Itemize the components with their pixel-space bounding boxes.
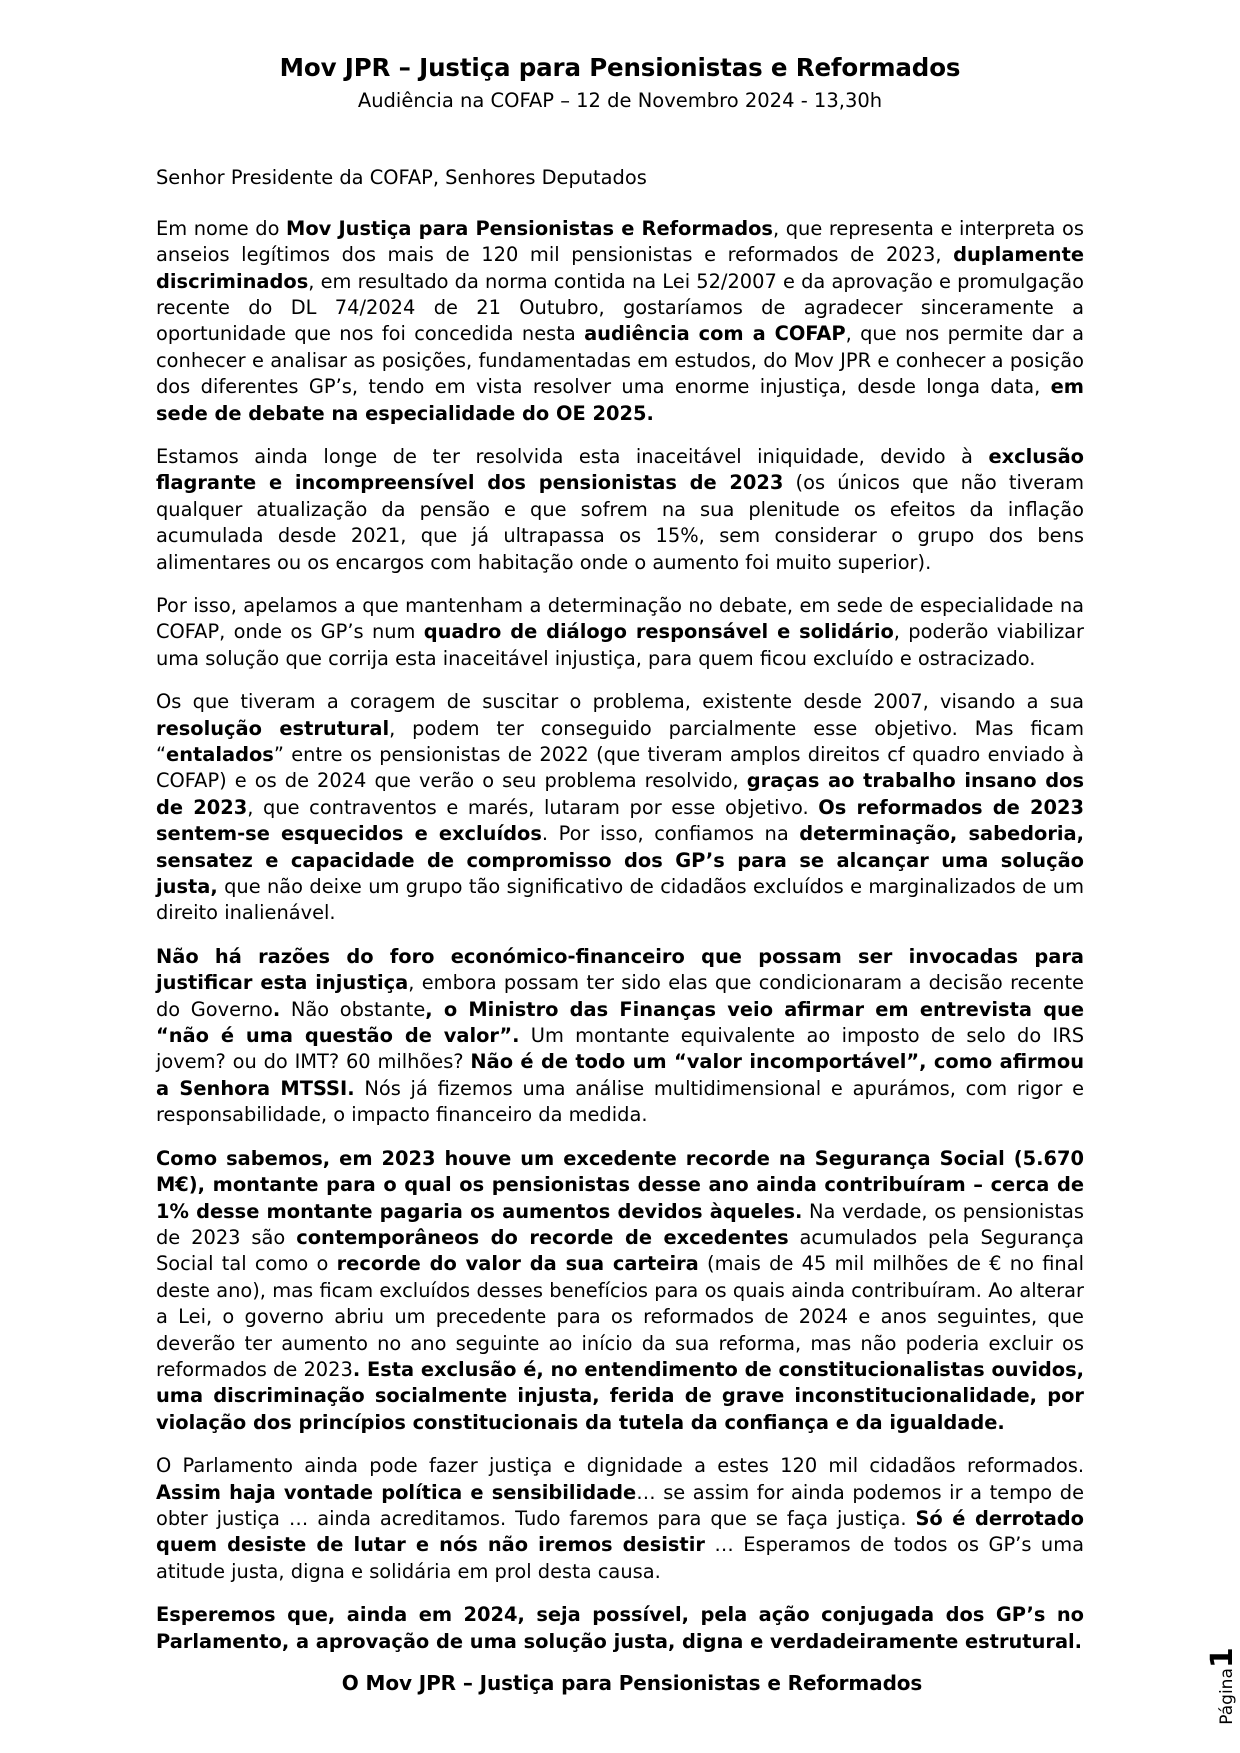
bold-run: duplamente discriminados <box>156 243 1084 293</box>
text-run: (mais de 45 mil milhões de € no final deste ano), mas ficam excluídos desses benefícios para os quais ainda contribuíram. Ao alterar a Lei, o governo abriu um precedente para os reformados de 2024 e anos seguintes, que deverão ter aumento no ano seguinte ao início da sua reforma, mas não poderia excluir os reformados de 2023 <box>156 1252 1084 1381</box>
text-run: O Parlamento ainda pode fazer justiça e dignidade a estes 120 mil cidadãos reformados. <box>156 1454 1084 1478</box>
page-number-rotated <box>1204 1647 1240 1725</box>
bold-run: , o Ministro das Finanças veio afirmar em entrevista que “não é uma questão de valor”. <box>156 997 1084 1048</box>
page-number-block <box>1184 1647 1240 1725</box>
paragraph-8 <box>156 1602 1084 1655</box>
bold-run: Os reformados de 2023 sentem-se esquecidos e excluídos <box>156 795 1084 846</box>
text-run: … Esperamos de todos os GP’s uma atitude justa, digna e solidária em prol desta causa. <box>156 1533 1084 1583</box>
text-run: (os únicos que não tiveram qualquer atualização da pensão e que sofrem na sua plenitude os efeitos da inflação acumulada desde 2021, que já ultrapassa os 15%, sem considerar o grupo dos bens alimentares ou os encargos com habitação onde o aumento foi muito superior). <box>156 471 1084 574</box>
page-number-value: 1 <box>1204 1647 1240 1669</box>
bold-run: graças ao trabalho insano dos de 2023 <box>156 769 1084 819</box>
bold-run: entalados <box>166 743 274 766</box>
bold-run: em sede de debate na especialidade do OE 2025. <box>156 375 1084 425</box>
text-run: Em nome do <box>156 216 287 240</box>
bold-run: . Esta exclusão é, no entendimento de constitucionalistas ouvidos, uma discriminação socialmente injusta, ferida de grave inconstitucionalidade, por violação dos princípios constitucionais da tutela da confiança e da igualdade. <box>156 1357 1084 1434</box>
text-run: ” entre os pensionistas de 2022 (que tiveram amplos direitos cf quadro enviado à COFAP) e os de 2024 que verão o seu problema resolvido, <box>156 743 1084 793</box>
paragraph-7 <box>156 1453 1084 1585</box>
bold-run: resolução estrutural <box>156 716 390 740</box>
text-run: , que contraventos e marés, lutaram por esse objetivo. <box>247 795 819 819</box>
text-run: Na verdade, os pensionistas de 2023 são <box>156 1199 1085 1249</box>
bold-run: contemporâneos do recorde de excedentes <box>296 1225 789 1249</box>
bold-run: Como sabemos, em 2023 houve um excedente recorde na Segurança Social (5.670 M€), montante para o qual os pensionistas desse ano ainda contribuíram – cerca de 1% desse montante pagaria os aumentos devidos àqueles. <box>156 1146 1084 1223</box>
bold-run: Mov Justiça para Pensionistas e Reformados <box>286 216 773 240</box>
bold-run: determinação, sabedoria, sensatez e capacidade de compromisso dos GP’s para se alcançar uma solução justa, <box>156 822 1084 899</box>
bold-run: . <box>272 997 281 1021</box>
bold-run: audiência com a COFAP <box>584 322 846 346</box>
salutation-line: Senhor Presidente da COFAP, Senhores Deputados <box>156 166 647 190</box>
text-run: Não obstante <box>280 997 426 1021</box>
bold-run: Só é derrotado quem desiste de lutar e nós não iremos desistir <box>156 1506 1084 1557</box>
paragraph-2 <box>156 444 1084 576</box>
page-label: Página <box>1216 1668 1237 1725</box>
text-run: , em resultado da norma contida na Lei 52/2007 e da aprovação e promulgação recente do DL 74/2024 de 21 Outubro, gostaríamos de agradecer sinceramente a oportunidade que nos foi concedida nesta <box>156 269 1084 346</box>
text-run: Os que tiveram a coragem de suscitar o problema, existente desde 2007, visando a sua <box>156 690 1084 714</box>
text-run: que não deixe um grupo tão significativo de cidadãos excluídos e marginalizados de um direito inalienável. <box>156 875 1084 925</box>
page-subtitle: Audiência na COFAP – 12 de Novembro 2024 - 13,30h <box>357 88 883 112</box>
paragraph-1 <box>156 216 1084 427</box>
text-run: Estamos ainda longe de ter resolvida esta inaceitável iniquidade, devido à <box>156 444 989 468</box>
paragraph-6 <box>156 1146 1084 1436</box>
text-run: , poderão viabilizar uma solução que corrija esta inaceitável injustiça, para quem ficou excluído e ostracizado. <box>156 620 1084 670</box>
text-run: , embora possam ter sido elas que condicionaram a decisão recente do Governo <box>156 971 1084 1021</box>
footer-signature: O Mov JPR – Justiça para Pensionistas e Reformados <box>341 1671 923 1695</box>
text-run: Por isso, apelamos a que mantenham a determinação no debate, em sede de especialidade na COFAP, onde os GP’s num <box>156 593 1084 644</box>
text-run: . Por isso, confiamos na <box>541 822 800 846</box>
text-run: Nós já fizemos uma análise multidimensional e apurámos, com rigor e responsabilidade, o impacto financeiro da medida. <box>156 1076 1084 1127</box>
text-run: acumulados pela Segurança Social tal como o <box>156 1225 1084 1276</box>
bold-run: Assim haja vontade política e sensibilidade <box>156 1480 637 1504</box>
text-run: , podem ter conseguido parcialmente esse objetivo. Mas ficam “ <box>156 716 1084 766</box>
paragraph-3 <box>156 593 1084 672</box>
text-run: Um montante equivalente ao imposto de selo do IRS jovem? ou do IMT? 60 milhões? <box>156 1024 1084 1074</box>
bold-run: recorde do valor da sua carteira <box>336 1252 699 1276</box>
text-run: … se assim for ainda podemos ir a tempo de obter justiça … ainda acreditamos. Tudo faremos para que se faça justiça. <box>156 1480 1084 1530</box>
text-run: , que nos permite dar a conhecer e analisar as posições, fundamentadas em estudos, do Mov JPR e conhecer a posição dos diferentes GP’s, tendo em vista resolver uma enorme injustiça, desde longa data, <box>156 322 1084 399</box>
bold-run: Esperemos que, ainda em 2024, seja possível, pela ação conjugada dos GP’s no Parlamento, a aprovação de uma solução justa, digna e verdadeiramente estrutural. <box>156 1603 1084 1653</box>
page-title: Mov JPR – Justiça para Pensionistas e Reformados <box>279 53 961 82</box>
bold-run: Não é de todo um “valor incomportável”, como afirmou a Senhora MTSSI. <box>156 1050 1084 1100</box>
document-body <box>156 113 1084 1655</box>
paragraph-5 <box>156 944 1084 1129</box>
bold-run: Não há razões do foro económico-financeiro que possam ser invocadas para justificar esta injustiça <box>156 944 1084 995</box>
document-header <box>0 0 1240 113</box>
document-footer <box>0 1671 1240 1695</box>
paragraph-4 <box>156 689 1084 927</box>
bold-run: quadro de diálogo responsável e solidário <box>423 620 894 644</box>
text-run: , que representa e interpreta os anseios legítimos dos mais de 120 mil pensionistas e reformados de 2023, <box>156 216 1084 267</box>
bold-run: exclusão flagrante e incompreensível dos pensionistas de 2023 <box>156 444 1084 495</box>
